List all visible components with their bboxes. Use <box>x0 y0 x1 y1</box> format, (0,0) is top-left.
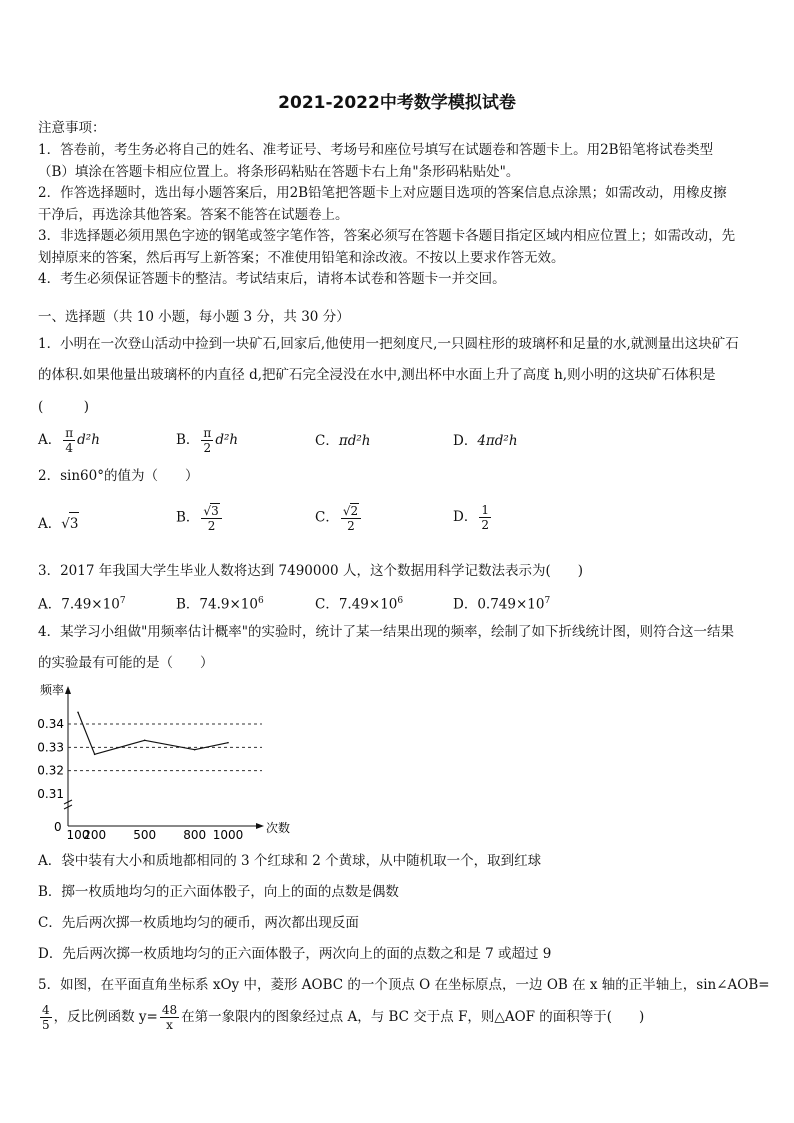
q1-option-c: C．πd²h <box>315 433 371 449</box>
q2-option-d: D． $\frac{1}{2}$ <box>453 503 489 532</box>
question-5-line: 5．如图，在平面直角坐标系 xOy 中，菱形 AOBC 的一个顶点 O 在坐标原点，一边 OB 在 x 轴的正半轴上，sin∠AOB= <box>38 977 770 993</box>
question-2-stem: 2．sin60°的值为（ ） <box>38 468 199 484</box>
data-point <box>77 712 79 714</box>
y-axis-label: 频率 <box>40 683 65 697</box>
notice-line: 2．作答选择题时，选出每小题答案后，用2B铅笔把答题卡上对应题目选项的答案信息点涂黑；如需改动，用橡皮擦 <box>38 185 727 201</box>
question-3-stem: 3．2017 年我国大学生毕业人数将达到 7490000 人，这个数据用科学记数法表示为( ) <box>38 563 583 579</box>
x-tick-label: 500 <box>133 828 157 840</box>
notice-heading: 注意事项： <box>38 120 106 136</box>
q3-option-b: B．$74.9\times 10^6$ <box>176 596 264 613</box>
q1-option-d: D．4πd²h <box>453 433 518 449</box>
notice-line: 划掉原来的答案，然后再写上新答案；不准使用铅笔和涂改液。不按以上要求作答无效。 <box>38 250 565 266</box>
question-4-option-b: B．掷一枚质地均匀的正六面体骰子，向上的面的点数是偶数 <box>38 884 399 900</box>
x-tick-label: 100 <box>66 828 90 840</box>
data-point <box>194 749 196 751</box>
q2-option-b: B． $\frac{√3}{2}$ <box>176 503 224 533</box>
notice-line: 4．考生必须保证答题卡的整洁。考试结束后，请将本试卷和答题卡一并交回。 <box>38 271 506 287</box>
q2-option-c: C． $\frac{√2}{2}$ <box>315 503 363 533</box>
question-4-option-d: D．先后两次掷一枚质地均匀的正六面体骰子，两次向上的面的点数之和是 7 或超过 9 <box>38 946 552 962</box>
data-point <box>227 742 229 744</box>
notice-line: （B）填涂在答题卡相应位置上。将条形码粘贴在答题卡右上角"条形码粘贴处"。 <box>38 164 520 180</box>
y-tick-label: 0.31 <box>37 787 64 801</box>
question-1-line: 1．小明在一次登山活动中捡到一块矿石,回家后,他使用一把刻度尺,一只圆柱形的玻璃杯和足量的水,就测量出这块矿石 <box>38 336 739 352</box>
question-4-line: 4．某学习小组做"用频率估计概率"的实验时，统计了某一结果出现的频率，绘制了如下折线统计图，则符合这一结果 <box>38 624 735 640</box>
q2-option-a: A．√3 <box>38 512 79 535</box>
x-tick-label: 1000 <box>212 828 244 840</box>
question-4-line: 的实验最有可能的是（ ） <box>38 655 214 671</box>
question-4-option-a: A．袋中装有大小和质地都相同的 3 个红球和 2 个黄球，从中随机取一个，取到红球 <box>38 853 542 869</box>
question-1-blank: ( ) <box>38 399 90 415</box>
page-title: 2021-2022中考数学模拟试卷 <box>278 93 516 113</box>
data-point <box>144 740 146 742</box>
x-tick-label: 800 <box>183 828 207 840</box>
series-line <box>78 712 228 754</box>
notice-line: 干净后，再选涂其他答案。答案不能答在试题卷上。 <box>38 207 349 223</box>
y-axis-arrow <box>65 686 71 694</box>
q3-option-a: A．$7.49\times 10^7$ <box>38 596 126 613</box>
data-point <box>94 754 96 756</box>
notice-line: 1．答卷前，考生务必将自己的姓名、准考证号、考场号和座位号填写在试题卷和答题卡上。用2B铅笔将试卷类型 <box>38 142 714 158</box>
frequency-line-chart <box>30 680 300 840</box>
origin-label: 0 <box>54 820 62 834</box>
y-tick-label: 0.34 <box>37 717 64 731</box>
q3-option-c: C．$7.49\times 10^6$ <box>315 596 404 613</box>
x-axis-label: 次数 <box>266 821 291 835</box>
y-tick-label: 0.33 <box>37 740 64 755</box>
q3-option-d: D．$0.749\times 10^7$ <box>453 596 551 613</box>
question-4-option-c: C．先后两次掷一枚质地均匀的硬币，两次都出现反面 <box>38 915 359 931</box>
question-1-line: 的体积.如果他量出玻璃杯的内直径 d,把矿石完全浸没在水中,测出杯中水面上升了高度 h,则小明的这块矿石体积是 <box>38 367 716 383</box>
y-tick-label: 0.32 <box>37 763 64 778</box>
question-5-line-2: $\frac{4}{5}$ ，反比例函数 y= $\frac{48}{x}$ 在第一象限内的图象经过点 A，与 BC 交于点 F，则△AOF 的面积等于( ) <box>42 1003 645 1032</box>
section-heading: 一、选择题（共 10 小题，每小题 3 分，共 30 分） <box>38 309 350 325</box>
q1-option-b: B． $\frac{\pi}{2}$ d²h <box>176 426 239 455</box>
x-tick-label: 200 <box>83 828 107 840</box>
q1-option-a: A． $\frac{\pi}{4}$ d²h <box>38 426 100 455</box>
notice-line: 3．非选择题必须用黑色字迹的钢笔或签字笔作答，答案必须写在答题卡各题目指定区域内相应位置上；如需改动，先 <box>38 228 736 244</box>
x-axis-arrow <box>256 823 264 829</box>
